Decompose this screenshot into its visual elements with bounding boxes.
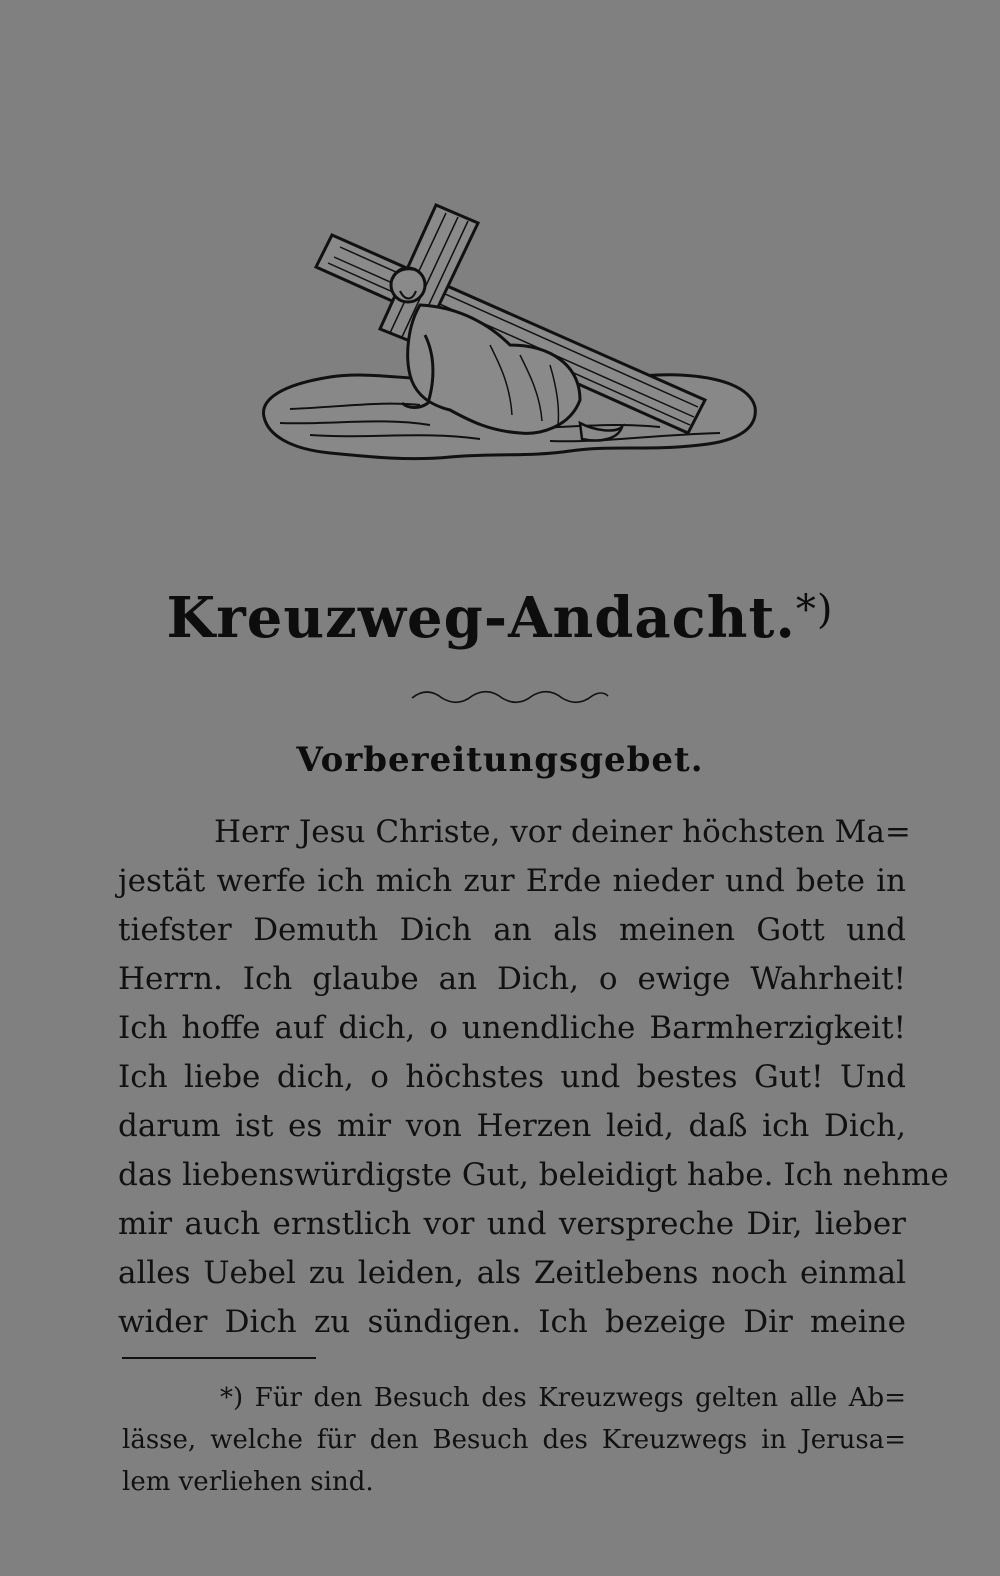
text-line: Ich liebe dich, o höchstes und bestes Gut! Und	[118, 1059, 906, 1095]
decorative-wave-divider	[410, 688, 610, 704]
christ-carrying-cross-illustration	[250, 195, 760, 480]
text-line: alles Uebel zu leiden, als Zeitlebens noch einmal	[118, 1255, 906, 1291]
footnote-line: lem verliehen sind.	[122, 1467, 374, 1497]
footnote-line: lässe, welche für den Besuch des Kreuzwegs in Jerusa=	[122, 1425, 906, 1455]
footnote	[122, 1377, 906, 1503]
footnote-line: *) Für den Besuch des Kreuzwegs gelten alle Ab=	[220, 1383, 906, 1413]
text-line: mir auch ernstlich vor und verspreche Dir, lieber	[118, 1206, 906, 1242]
text-line: darum ist es mir von Herzen leid, daß ich Dich,	[118, 1108, 906, 1144]
text-line: das liebenswürdigste Gut, beleidigt habe. Ich nehme	[118, 1157, 949, 1193]
text-line: wider Dich zu sündigen. Ich bezeige Dir meine	[118, 1304, 906, 1340]
page-title	[0, 585, 1000, 651]
text-line: Herr Jesu Christe, vor deiner höchsten Ma=	[214, 814, 911, 850]
section-heading: Vorbereitungsgebet.	[296, 740, 704, 780]
footnote-marker: *)	[795, 587, 834, 633]
text-line: Herrn. Ich glaube an Dich, o ewige Wahrheit!	[118, 961, 906, 997]
text-line: Ich hoffe auf dich, o unendliche Barmherzigkeit!	[118, 1010, 906, 1046]
text-line: tiefster Demuth Dich an als meinen Gott und	[118, 912, 906, 948]
footnote-separator	[122, 1357, 316, 1359]
prayer-paragraph	[118, 808, 949, 1347]
text-line: jestät werfe ich mich zur Erde nieder und bete in	[118, 863, 906, 899]
title-text: Kreuzweg-Andacht.	[166, 585, 796, 651]
